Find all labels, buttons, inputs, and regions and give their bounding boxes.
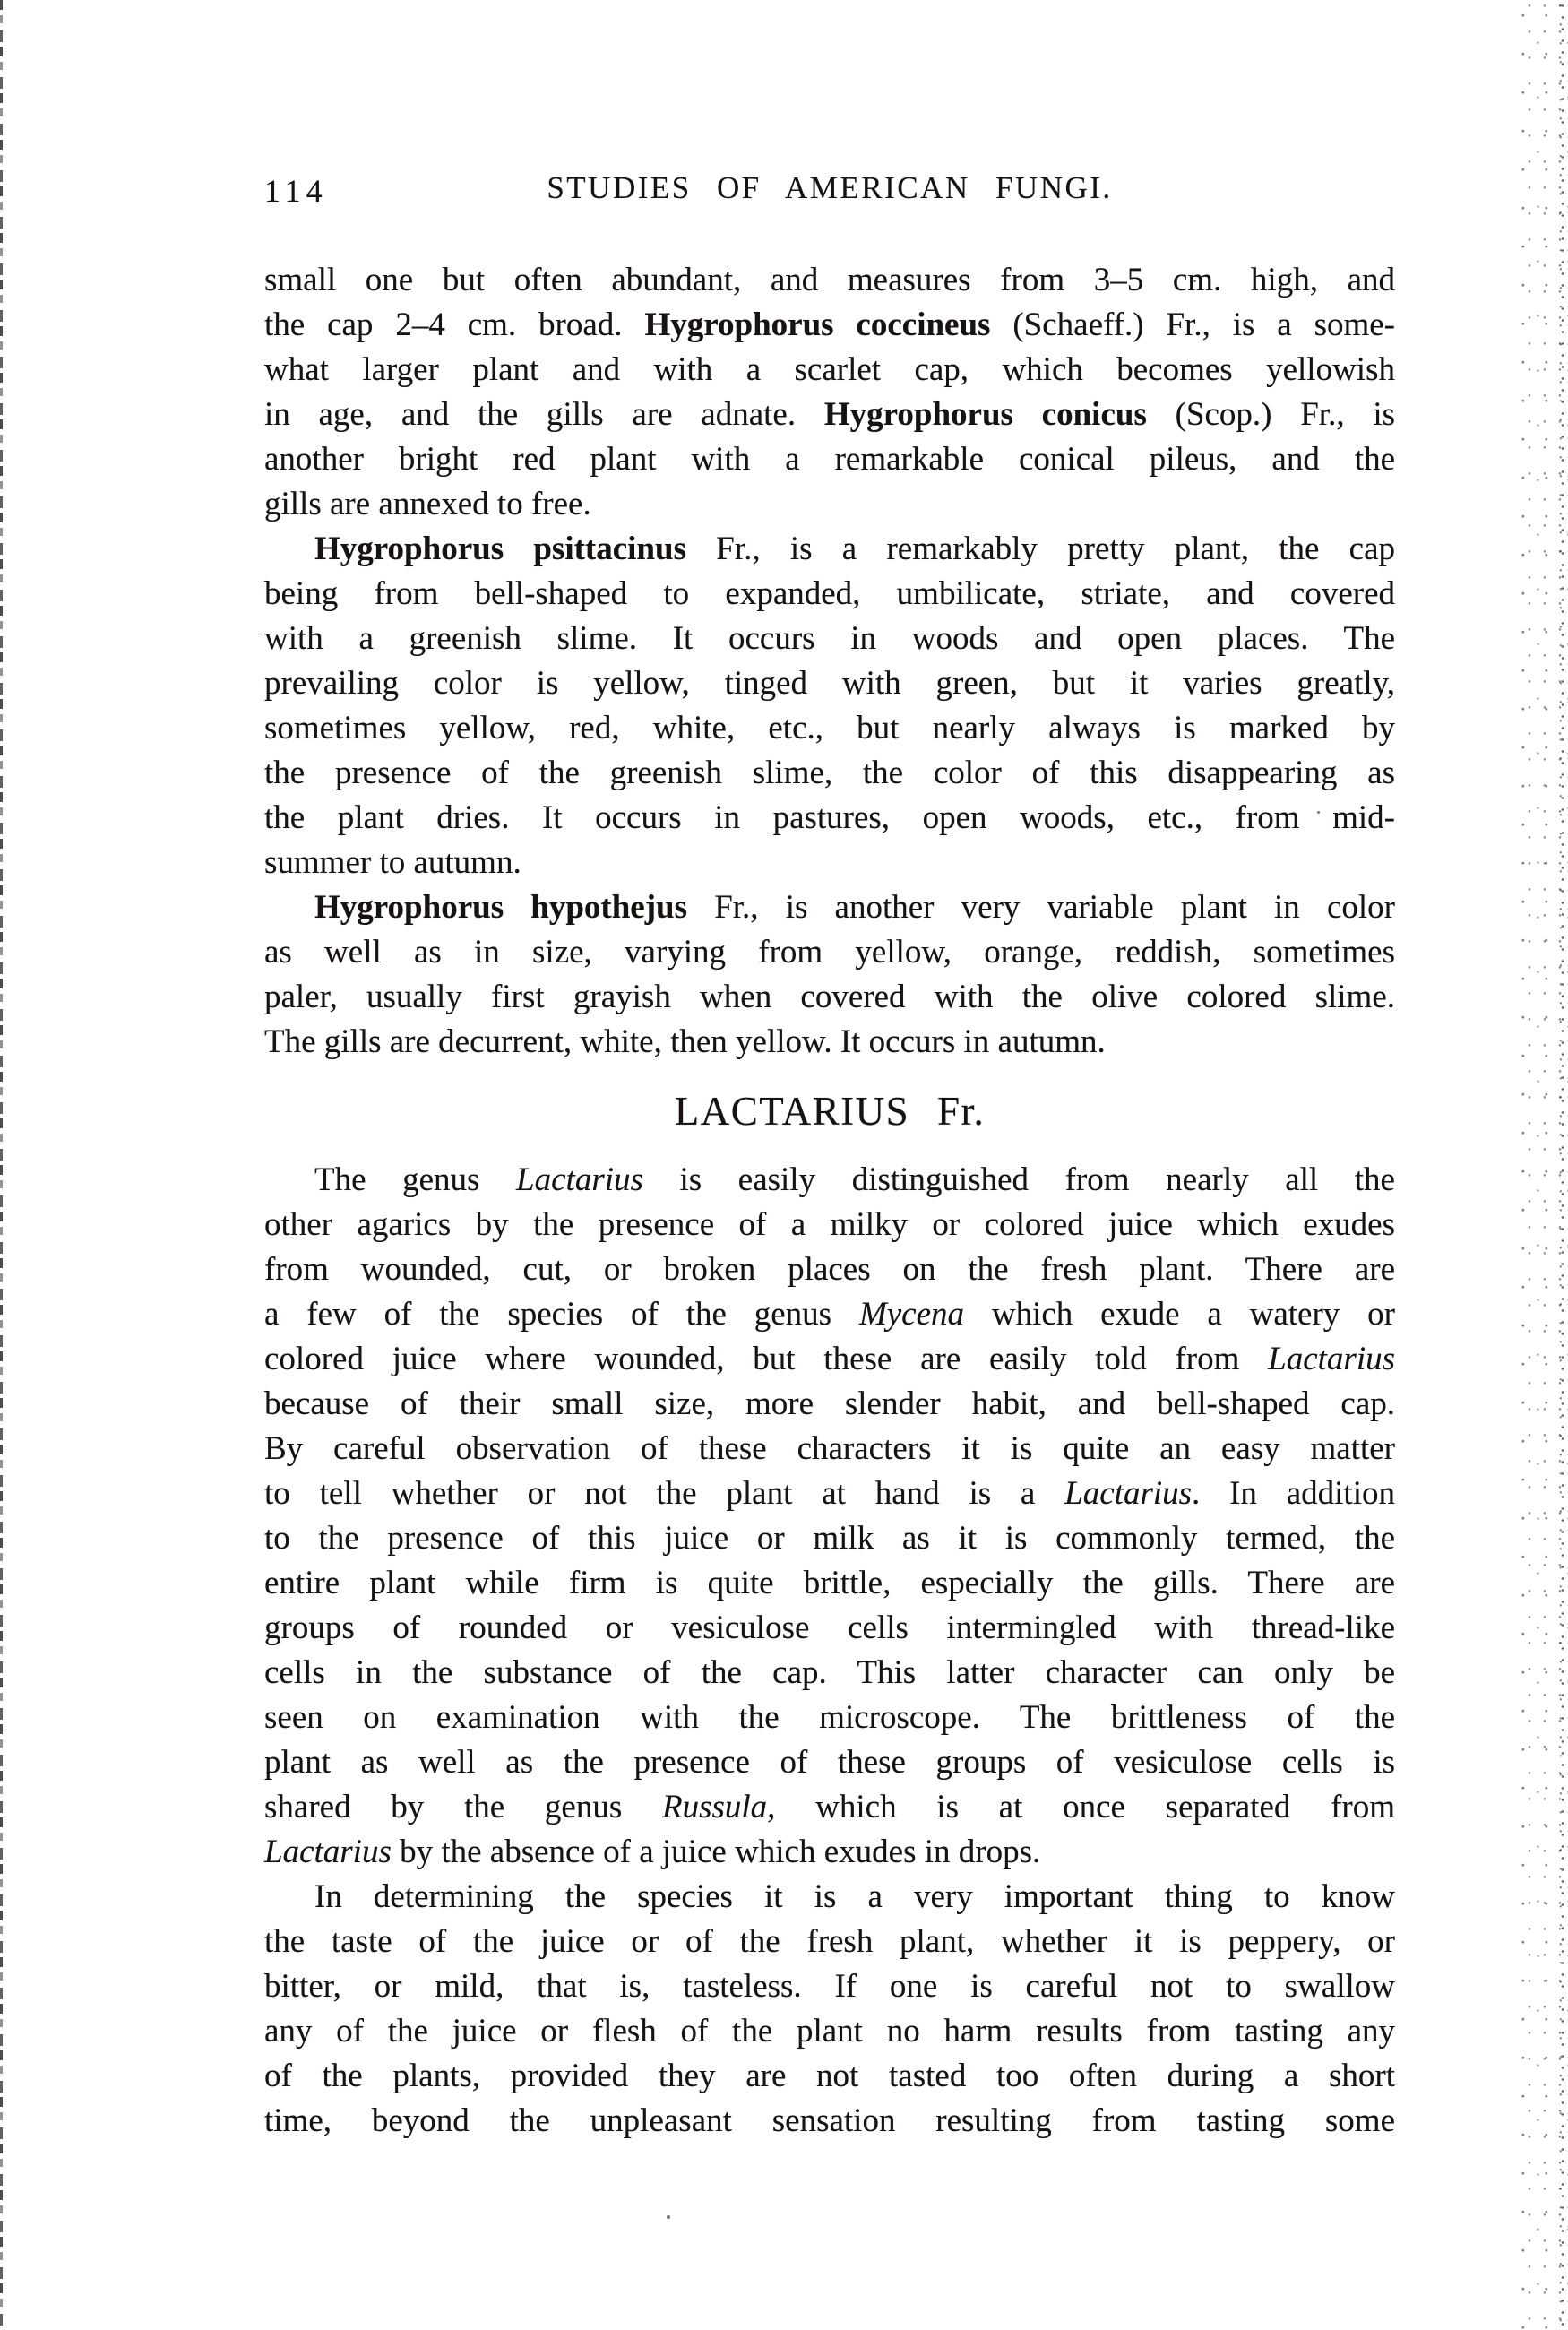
text-line — [264, 975, 1395, 1020]
text-line — [264, 1292, 1395, 1337]
text-segment: Fr., is another very variable plant in color — [687, 889, 1395, 926]
page-number: 114 — [264, 173, 328, 209]
text-line — [264, 706, 1395, 751]
text-line — [264, 2099, 1395, 2144]
page-header — [264, 170, 1395, 217]
emphasis-text: Hygrophorus psittacinus — [314, 531, 686, 567]
text-segment: the presence of the greenish slime, the color of this disappearing as — [264, 755, 1395, 791]
text-segment: small one but often abundant, and measures from 3–5 cm. high, and — [264, 262, 1395, 298]
text-segment: . In addition — [1192, 1475, 1395, 1512]
text-line — [264, 1337, 1395, 1382]
text-line — [264, 841, 1395, 885]
scan-speck — [667, 2215, 670, 2219]
paragraph — [264, 258, 1395, 527]
text-segment: gills are annexed to free. — [264, 486, 591, 522]
text-segment: cells in the substance of the cap. This latter character can only be — [264, 1654, 1395, 1691]
text-line — [264, 1203, 1395, 1247]
text-line — [264, 930, 1395, 975]
text-segment: any of the juice or flesh of the plant no harm results from tasting any — [264, 2013, 1395, 2050]
text-line — [264, 1561, 1395, 1606]
scan-artifact-right-band — [1559, 0, 1568, 2330]
text-line — [264, 796, 1395, 841]
text-line — [264, 1875, 1395, 1920]
emphasis-text: Lactarius — [1064, 1475, 1193, 1512]
text-line — [264, 885, 1395, 930]
text-line — [264, 258, 1395, 303]
text-segment: bitter, or mild, that is, tasteless. If one is careful not to swallow — [264, 1968, 1395, 2005]
text-line — [264, 482, 1395, 527]
text-line — [264, 1651, 1395, 1696]
page-body — [264, 258, 1395, 2144]
text-segment: which exude a watery or — [964, 1296, 1395, 1333]
text-segment: of the plants, provided they are not tasted too often during a short — [264, 2058, 1395, 2094]
text-segment: colored juice where wounded, but these are easily told from — [264, 1341, 1269, 1377]
text-line — [264, 617, 1395, 661]
text-segment: prevailing color is yellow, tinged with green, but it varies greatly, — [264, 665, 1395, 702]
paragraph — [264, 527, 1395, 885]
genus-section-heading: LACTARIUS Fr. — [674, 1089, 986, 1134]
text-line — [264, 2009, 1395, 2054]
text-line — [264, 1696, 1395, 1740]
text-segment: because of their small size, more slender habit, and bell-shaped cap. — [264, 1385, 1395, 1422]
text-segment: is easily distinguished from nearly all the — [642, 1161, 1395, 1198]
text-line — [264, 1920, 1395, 1964]
scan-artifact-left-edge — [0, 0, 3, 2330]
running-head: STUDIES OF AMERICAN FUNGI. — [547, 170, 1113, 205]
text-line — [264, 1964, 1395, 2009]
text-line — [264, 1382, 1395, 1427]
text-line — [264, 1516, 1395, 1561]
text-line — [264, 1830, 1395, 1875]
text-line — [264, 661, 1395, 706]
text-line — [264, 1158, 1395, 1203]
text-segment: another bright red plant with a remarkable conical pileus, and the — [264, 441, 1395, 478]
text-segment: the taste of the juice or of the fresh plant, whether it is peppery, or — [264, 1923, 1395, 1960]
text-segment: with a greenish slime. It occurs in woods and open places. The — [264, 620, 1395, 657]
text-line — [264, 1020, 1395, 1065]
emphasis-text: Lactarius — [1268, 1341, 1395, 1377]
text-line — [264, 1606, 1395, 1651]
text-line — [264, 1471, 1395, 1516]
text-line — [264, 2054, 1395, 2099]
text-segment: time, beyond the unpleasant sensation resulting from tasting some — [264, 2102, 1395, 2139]
emphasis-text: Hygrophorus conicus — [823, 396, 1147, 433]
emphasis-text: Russula, — [661, 1789, 776, 1825]
text-segment: (Scop.) Fr., is — [1146, 396, 1395, 433]
text-segment: seen on examination with the microscope. The brittleness of the — [264, 1699, 1395, 1736]
text-segment: The gills are decurrent, white, then yellow. It occurs in autumn. — [264, 1023, 1106, 1060]
text-line — [264, 1247, 1395, 1292]
text-segment: The genus — [314, 1161, 517, 1198]
text-segment: by the absence of a juice which exudes in drops. — [391, 1834, 1041, 1870]
text-line — [264, 437, 1395, 482]
text-line — [264, 1427, 1395, 1471]
paragraph — [264, 1875, 1395, 2144]
text-segment: being from bell-shaped to expanded, umbilicate, striate, and covered — [264, 575, 1395, 612]
emphasis-text: Lactarius — [516, 1161, 643, 1198]
emphasis-text: Hygrophorus coccineus — [644, 306, 991, 343]
text-line — [264, 1740, 1395, 1785]
text-line — [264, 393, 1395, 437]
emphasis-text: Lactarius — [264, 1834, 392, 1870]
text-line — [264, 572, 1395, 617]
text-segment: what larger plant and with a scarlet cap, which becomes yellowish — [264, 351, 1395, 388]
text-segment: the cap 2–4 cm. broad. — [264, 306, 645, 343]
text-segment: in age, and the gills are adnate. — [264, 396, 824, 433]
text-segment: a few of the species of the genus — [264, 1296, 859, 1333]
text-segment: sometimes yellow, red, white, etc., but nearly always is marked by — [264, 710, 1395, 746]
text-segment: entire plant while firm is quite brittle, especially the gills. There are — [264, 1565, 1395, 1601]
text-segment: paler, usually first grayish when covered with the olive colored slime. — [264, 979, 1395, 1015]
text-segment: In determining the species it is a very important thing to know — [314, 1878, 1395, 1915]
text-segment: Fr., is a remarkably pretty plant, the cap — [686, 531, 1395, 567]
emphasis-text: Mycena — [858, 1296, 965, 1333]
text-segment: as well as in size, varying from yellow, orange, reddish, sometimes — [264, 934, 1395, 971]
emphasis-text: Hygrophorus hypothejus — [314, 889, 688, 926]
text-line — [264, 527, 1395, 572]
paragraph — [264, 1158, 1395, 1875]
text-line — [264, 348, 1395, 393]
text-segment: (Schaeff.) Fr., is a some- — [990, 306, 1396, 343]
text-segment: to tell whether or not the plant at hand is a — [264, 1475, 1065, 1512]
text-segment: the plant dries. It occurs in pastures, open woods, etc., from mid- — [264, 799, 1395, 836]
text-segment: By careful observation of these characters it is quite an easy matter — [264, 1430, 1395, 1467]
text-segment: other agarics by the presence of a milky or colored juice which exudes — [264, 1206, 1395, 1243]
text-segment: plant as well as the presence of these groups of vesiculose cells is — [264, 1744, 1395, 1781]
text-line — [264, 1785, 1395, 1830]
text-segment: which is at once separated from — [775, 1789, 1396, 1825]
text-segment: summer to autumn. — [264, 844, 521, 881]
text-line — [264, 751, 1395, 796]
paragraph — [264, 885, 1395, 1065]
text-segment: shared by the genus — [264, 1789, 662, 1825]
text-line — [264, 303, 1395, 348]
text-segment: to the presence of this juice or milk as it is commonly termed, the — [264, 1520, 1395, 1557]
text-segment: from wounded, cut, or broken places on the fresh plant. There are — [264, 1251, 1395, 1288]
text-segment: groups of rounded or vesiculose cells intermingled with thread-like — [264, 1609, 1395, 1646]
